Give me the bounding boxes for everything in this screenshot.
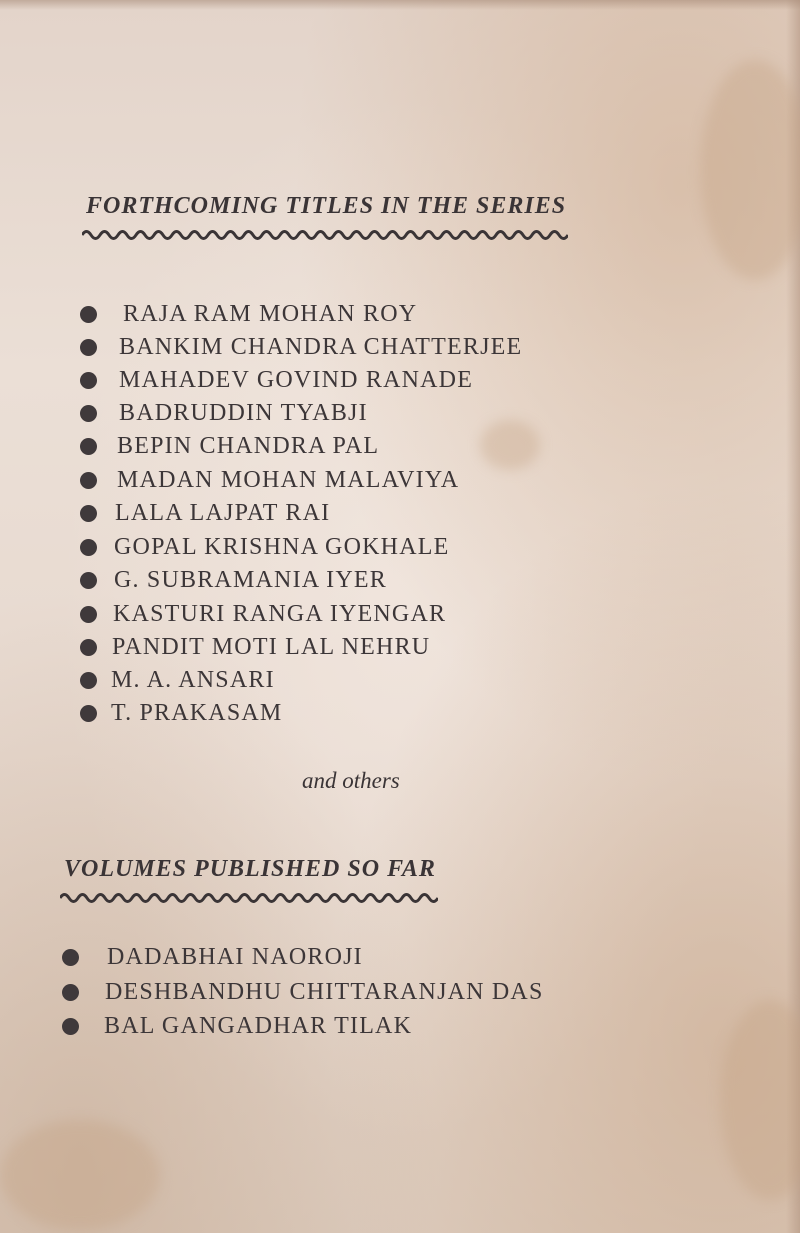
forthcoming-heading: FORTHCOMING TITLES IN THE SERIES xyxy=(86,193,567,219)
wavy-rule-published xyxy=(60,891,438,905)
list-item xyxy=(80,364,473,396)
forthcoming-title: MADAN MOHAN MALAVIYA xyxy=(117,466,460,493)
bullet-icon xyxy=(80,405,97,422)
list-item xyxy=(80,497,330,529)
bullet-icon xyxy=(62,949,79,966)
wavy-rule-forthcoming xyxy=(82,228,568,242)
bullet-icon xyxy=(62,1018,79,1035)
published-title: BAL GANGADHAR TILAK xyxy=(104,1012,413,1039)
forthcoming-title: BADRUDDIN TYABJI xyxy=(119,399,368,426)
bullet-icon xyxy=(80,639,97,656)
bullet-icon xyxy=(80,372,97,389)
bullet-icon xyxy=(80,672,97,689)
bullet-icon xyxy=(80,606,97,623)
bullet-icon xyxy=(80,572,97,589)
paper-stain xyxy=(480,420,540,470)
forthcoming-title: PANDIT MOTI LAL NEHRU xyxy=(112,633,431,660)
published-title: DESHBANDHU CHITTARANJAN DAS xyxy=(105,978,544,1005)
bullet-icon xyxy=(80,539,97,556)
list-item xyxy=(80,531,449,563)
and-others-note: and others xyxy=(302,768,400,793)
list-item xyxy=(80,430,379,462)
forthcoming-title: BEPIN CHANDRA PAL xyxy=(117,432,380,459)
list-item xyxy=(80,331,522,363)
published-heading: VOLUMES PUBLISHED SO FAR xyxy=(64,856,436,882)
paper-edge-top xyxy=(0,0,800,10)
forthcoming-title: RAJA RAM MOHAN ROY xyxy=(123,300,418,327)
forthcoming-title: G. SUBRAMANIA IYER xyxy=(114,566,387,593)
list-item xyxy=(80,464,459,496)
list-item xyxy=(62,1010,412,1042)
forthcoming-title: KASTURI RANGA IYENGAR xyxy=(113,600,447,627)
list-item xyxy=(62,941,363,973)
bullet-icon xyxy=(80,339,97,356)
bullet-icon xyxy=(62,984,79,1001)
forthcoming-title: BANKIM CHANDRA CHATTERJEE xyxy=(119,333,523,360)
list-item xyxy=(80,397,368,429)
list-item xyxy=(80,631,430,663)
list-item xyxy=(80,298,417,330)
list-item xyxy=(80,664,275,696)
paper-stain xyxy=(700,60,800,280)
forthcoming-title: M. A. ANSARI xyxy=(111,666,275,693)
list-item xyxy=(80,598,446,630)
published-title: DADABHAI NAOROJI xyxy=(107,943,363,970)
list-item xyxy=(80,564,387,596)
forthcoming-title: GOPAL KRISHNA GOKHALE xyxy=(114,533,450,560)
list-item xyxy=(62,976,544,1008)
forthcoming-title: T. PRAKASAM xyxy=(111,699,283,726)
bullet-icon xyxy=(80,505,97,522)
bullet-icon xyxy=(80,472,97,489)
bullet-icon xyxy=(80,306,97,323)
forthcoming-title: MAHADEV GOVIND RANADE xyxy=(119,366,474,393)
forthcoming-title: LALA LAJPAT RAI xyxy=(115,499,331,526)
bullet-icon xyxy=(80,438,97,455)
bullet-icon xyxy=(80,705,97,722)
paper-stain xyxy=(0,1120,160,1230)
paper-stain xyxy=(720,1000,800,1200)
list-item xyxy=(80,697,282,729)
